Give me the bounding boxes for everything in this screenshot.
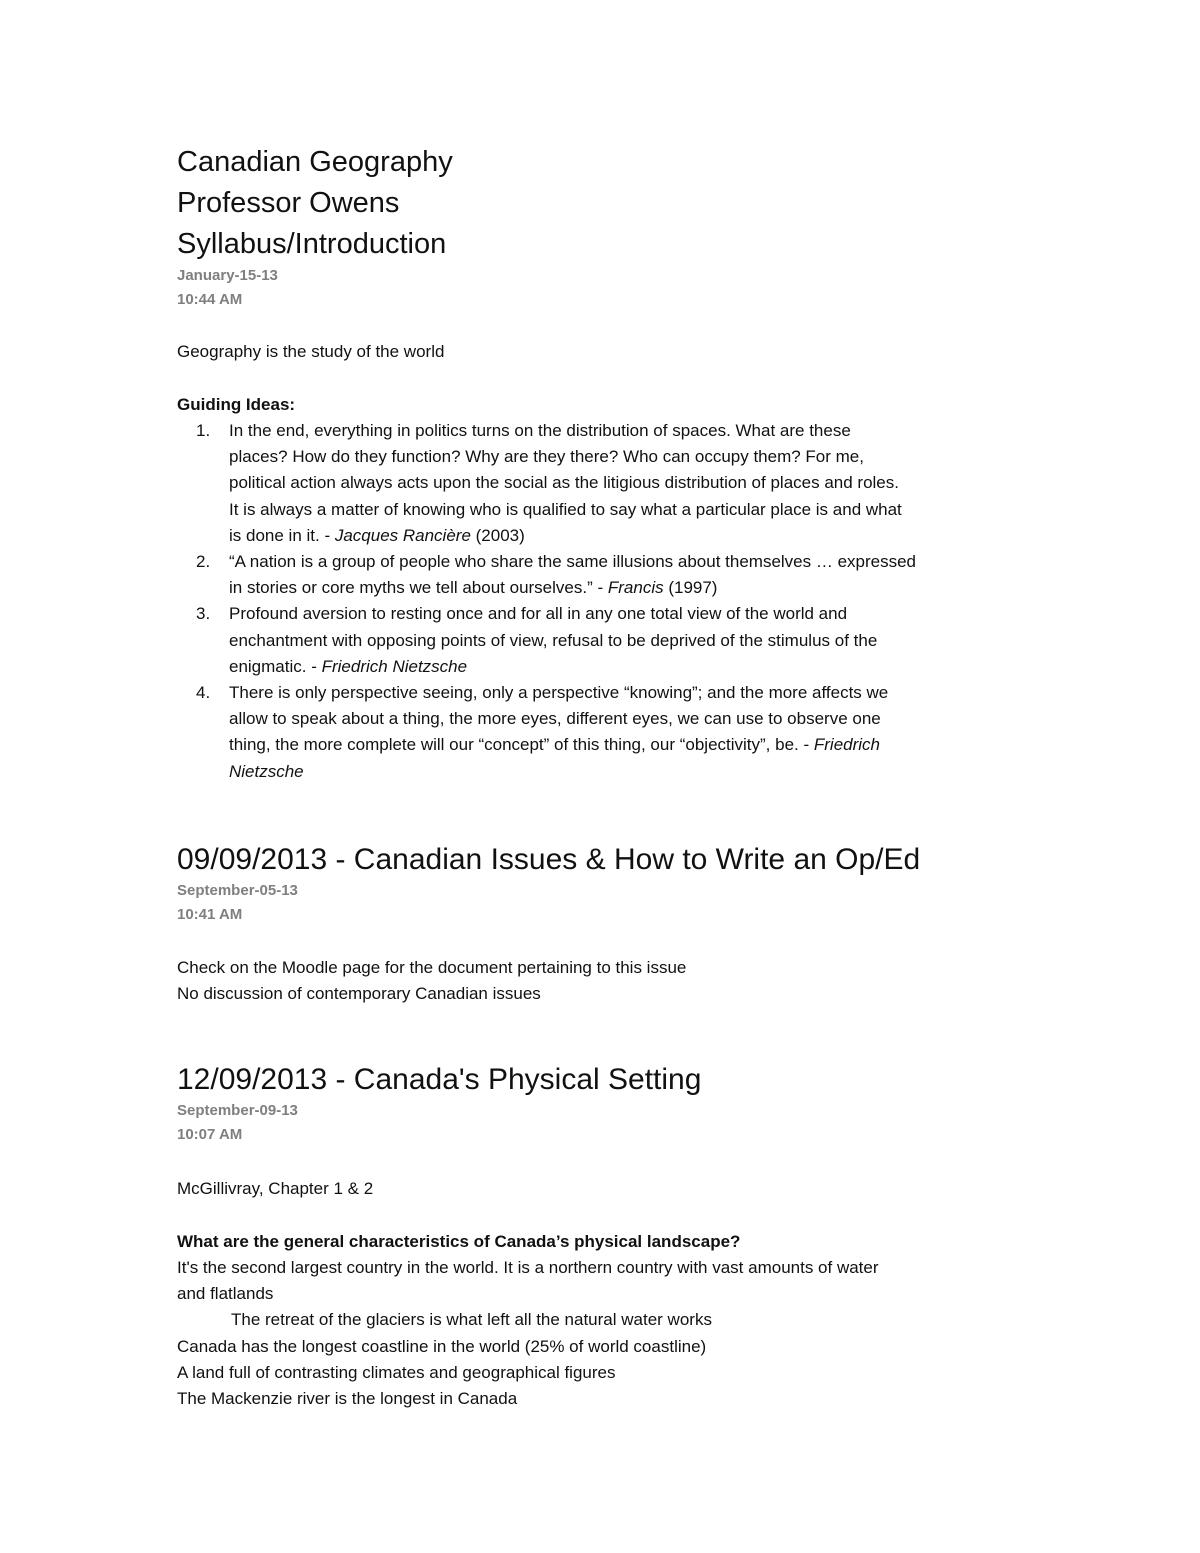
quote-line [229,523,916,549]
section2-timestamp [177,879,298,927]
document-title [177,142,453,265]
quote-author: Francis [607,578,664,598]
guiding-ideas-list [177,418,916,785]
note-date: January-15-13 [177,267,278,284]
body-line: It's the second largest country in the world. It is a northern country with vast amounts of water [177,1258,879,1277]
body-line: The Mackenzie river is the longest in Canada [177,1389,518,1409]
quote-author: Friedrich [813,735,880,755]
quote-line [229,654,916,680]
section3-body [177,1255,879,1412]
body-line: Canada has the longest coastline in the world (25% of world coastline) [177,1336,707,1356]
note-time: 10:44 AM [177,291,243,308]
quote-text: thing, the more complete will our “concept” of this thing, our “objectivity”, be. - [229,735,814,755]
indented-line: The retreat of the glaciers is what left all the natural water works [231,1310,712,1330]
list-number: 2. [196,552,211,572]
body-line: Check on the Moodle page for the document pertaining to this issue [177,958,687,977]
note-date: September-05-13 [177,882,298,899]
note-time: 10:41 AM [177,906,243,923]
quote-year: (1997) [663,578,718,598]
note-time: 10:07 AM [177,1126,243,1143]
quote-line: political action always acts upon the social as the litigious distribution of places and roles. [229,473,899,493]
section3-timestamp [177,1099,298,1147]
quote-line: Profound aversion to resting once and for all in any one total view of the world and [229,604,848,624]
quote-text: is done in it. - [229,525,335,545]
list-item [177,601,916,680]
section2-body [177,955,686,1007]
section1-timestamp [177,264,278,312]
quote-author: Nietzsche [229,761,304,781]
quote-year: (2003) [470,525,525,545]
quote-line [229,575,916,601]
quote-line: places? How do they function? Why are they there? Who can occupy them? For me, [229,447,864,467]
quote-line: It is always a matter of knowing who is qualified to say what a particular place is and what [229,499,902,519]
quote-line [229,732,916,758]
guiding-ideas-heading: Guiding Ideas: [177,395,296,414]
list-item [177,418,916,549]
list-item [177,549,916,601]
quote-author: Friedrich Nietzsche [321,656,468,676]
quote-line [229,759,916,785]
quote-line: enchantment with opposing points of view, refusal to be deprived of the stimulus of the [229,630,878,650]
list-number: 3. [196,604,211,624]
quote-text: enigmatic. - [229,656,322,676]
section3-title: 12/09/2013 - Canada's Physical Setting [177,1063,702,1096]
quote-line: “A nation is a group of people who share the same illusions about themselves … expressed [229,552,917,572]
section3-question: What are the general characteristics of Canada’s physical landscape? [177,1232,741,1251]
quote-line: There is only perspective seeing, only a perspective “knowing”; and the more affects we [229,683,889,703]
list-number: 1. [196,421,211,440]
reading-line: McGillivray, Chapter 1 & 2 [177,1179,374,1198]
list-number: 4. [196,683,211,703]
professor-name: Professor Owens [177,187,400,219]
course-title: Canadian Geography [177,146,453,178]
page-subtitle: Syllabus/Introduction [177,228,447,260]
body-line: A land full of contrasting climates and geographical figures [177,1362,616,1382]
quote-line: In the end, everything in politics turns on the distribution of spaces. What are these [229,421,851,440]
body-line: and flatlands [177,1284,274,1304]
quote-author: Jacques Rancière [334,525,471,545]
quote-text: in stories or core myths we tell about ourselves.” - [229,578,608,598]
note-date: September-09-13 [177,1102,298,1119]
section2-title: 09/09/2013 - Canadian Issues & How to Write an Op/Ed [177,843,921,876]
list-item [177,680,916,785]
intro-line: Geography is the study of the world [177,342,445,361]
body-line: No discussion of contemporary Canadian issues [177,984,541,1004]
quote-line: allow to speak about a thing, the more eyes, different eyes, we can use to observe one [229,709,881,729]
